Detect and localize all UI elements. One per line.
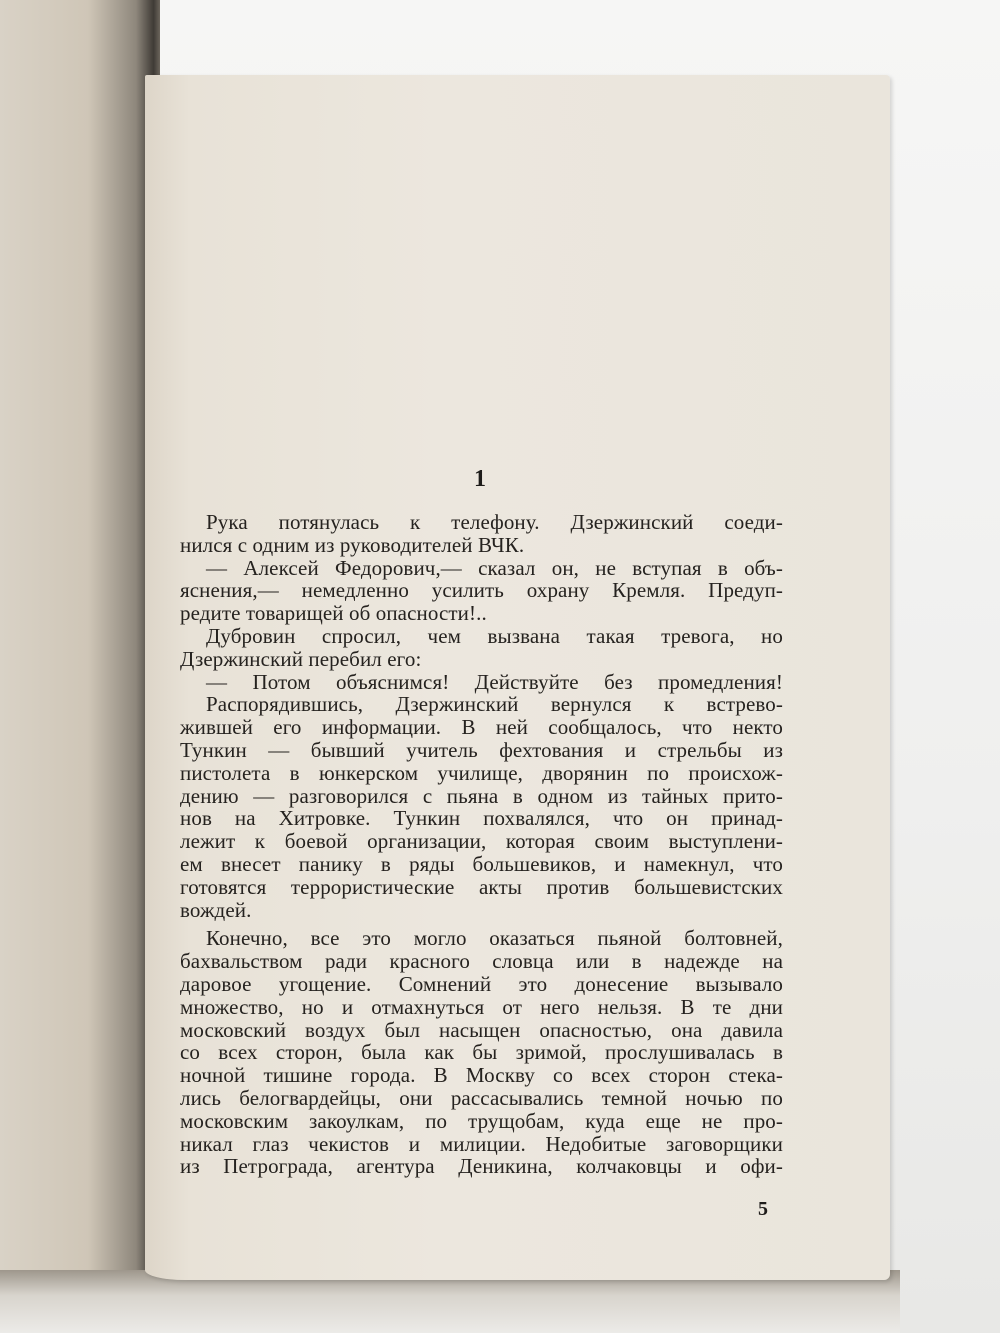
text-line: вождей. [180, 897, 252, 922]
text-line: Распорядившись, Дзержинский вернулся к встрево- [206, 692, 783, 717]
text-line: со всех сторон, была как бы зримой, прослушивалась в [180, 1040, 783, 1065]
text-line: московским закоулкам, по трущобам, куда еще не про- [180, 1108, 783, 1133]
text-line: редите товарищей об опасности!.. [180, 601, 487, 626]
text-line: лежит к боевой организации, которая своим выступлени- [180, 829, 783, 854]
text-line: бахвальством ради красного словца или в надежде на [180, 949, 783, 974]
text-line: даровое угощение. Сомнений это донесение вызывало [180, 971, 783, 996]
body-text [180, 511, 783, 1178]
text-line: дению — разговорился с пьяна в одном из тайных прито- [180, 783, 783, 808]
text-line: яснения,— немедленно усилить охрану Кремля. Предуп- [180, 578, 783, 603]
text-line: нов на Хитровке. Тункин похвалялся, что он принад- [180, 806, 783, 831]
text-line: ем внесет панику в ряды большевиков, и намекнул, что [180, 851, 783, 876]
text-line: ночной тишине города. В Москву со всех сторон стека- [180, 1063, 783, 1088]
text-line: множество, но и отмахнуться от него нельзя. В те дни [180, 994, 783, 1019]
text-line: — Потом объяснимся! Действуйте без промедления! [206, 669, 783, 694]
text-line: пистолета в юнкерском училище, дворянин по происхож- [180, 760, 783, 785]
text-line: — Алексей Федорович,— сказал он, не вступая в объ- [206, 555, 783, 580]
text-line: из Петрограда, агентура Деникина, колчаковцы и офи- [180, 1154, 783, 1179]
text-line: готовятся террористические акты против большевистских [180, 874, 783, 899]
text-line: жившей его информации. В ней сообщалось, что некто [180, 715, 783, 740]
text-line: Дубровин спросил, чем вызвана такая тревога, но [206, 623, 783, 648]
text-line: московский воздух был насыщен опасностью, она давила [180, 1017, 783, 1042]
page-number: 5 [758, 1198, 768, 1220]
text-line: Конечно, все это могло оказаться пьяной болтовней, [206, 926, 783, 951]
text-line: лись белогвардейцы, они рассасывались темной ночью по [180, 1085, 783, 1110]
text-line: никал глаз чекистов и милиции. Недобитые заговорщики [180, 1131, 783, 1156]
text-line: Рука потянулась к телефону. Дзержинский соеди- [206, 510, 783, 534]
text-line: Дзержинский перебил его: [180, 646, 422, 671]
chapter-number: 1 [474, 466, 486, 492]
left-page-edge [0, 0, 160, 1333]
text-line: Тункин — бывший учитель фехтования и стрельбы из [180, 737, 783, 762]
text-line: нился с одним из руководителей ВЧК. [180, 532, 525, 557]
